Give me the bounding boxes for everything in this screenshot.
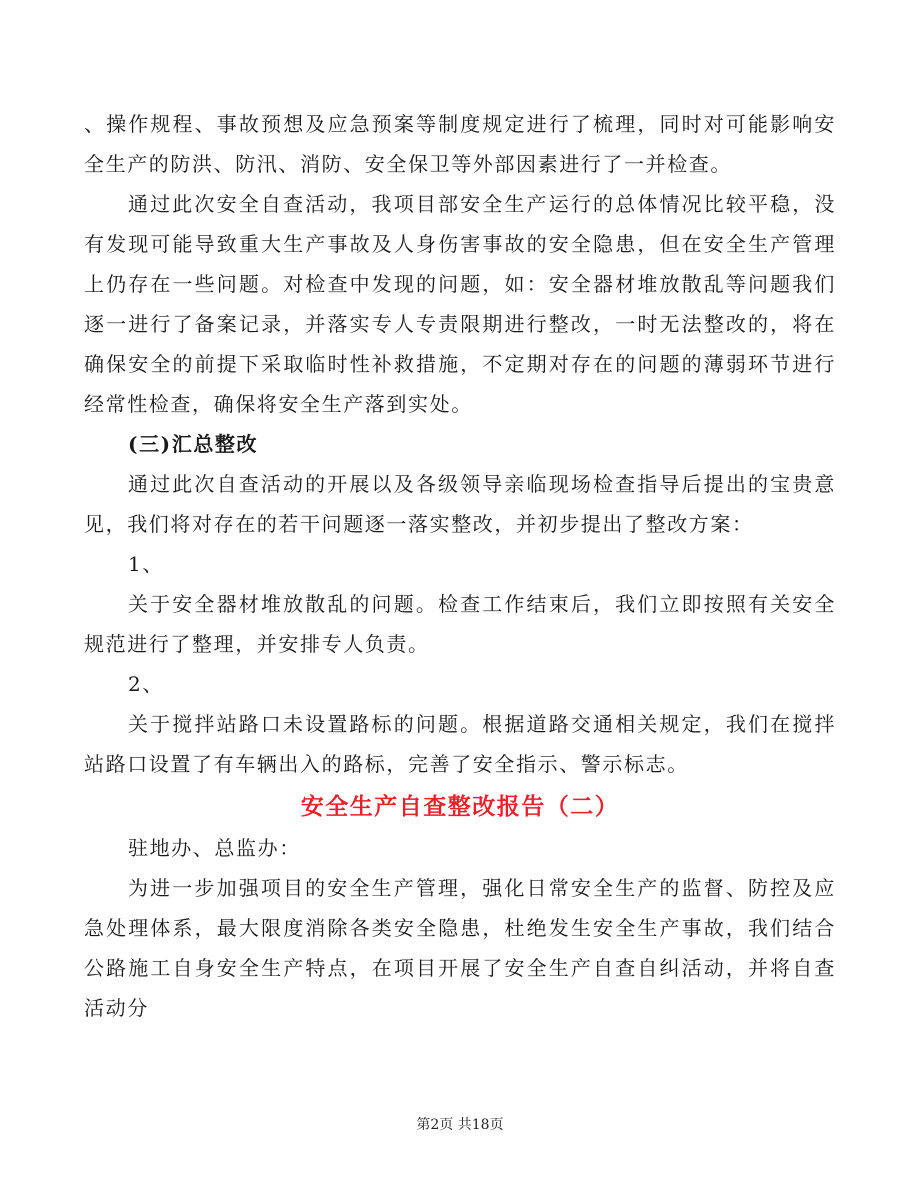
salutation: 驻地办、总监办： [128,836,301,860]
item-number: 1、 [128,552,164,576]
item-text: 关于安全器材堆放散乱的问题。检查工作结束后，我们立即按照有关安全规范进行了整理，并安排专人负责。 [84,592,836,656]
item-text: 关于搅拌站路口未设置路标的问题。根据道路交通相关规定，我们在搅拌站路口设置了有车辆出入的路标，完善了安全指示、警示标志。 [84,712,836,776]
closing-paragraph: 为进一步加强项目的安全生产管理，强化日常安全生产的监督、防控及应急处理体系，最大限度消除各类安全隐患，杜绝发生安全生产事故，我们结合公路施工自身安全生产特点，在项目开展了安全生产自查自纠活动，并将自查活动分 [84,876,836,1020]
document-body [84,104,836,1028]
section-intro-paragraph: 通过此次自查活动的开展以及各级领导亲临现场检查指导后提出的宝贵意见，我们将对存在的若干问题逐一落实整改，并初步提出了整改方案： [84,472,836,536]
paragraph-inspection-summary: 通过此次安全自查活动，我项目部安全生产运行的总体情况比较平稳，没有发现可能导致重大生产事故及人身伤害事故的安全隐患，但在安全生产管理上仍存在一些问题。对检查中发现的问题，如：安全器材堆放散乱等问题我们逐一进行了备案记录，并落实专人专责限期进行整改，一时无法整改的，将在确保安全的前提下采取临时性补救措施，不定期对存在的问题的薄弱环节进行经常性检查，确保将安全生产落到实处。 [84,192,836,416]
paragraph-continuation: 、操作规程、事故预想及应急预案等制度规定进行了梳理，同时对可能影响安全生产的防洪、防汛、消防、安全保卫等外部因素进行了一并检查。 [84,112,836,176]
section-heading: (三)汇总整改 [128,432,259,456]
page-number-footer: 第2页 共18页 [416,1117,504,1133]
report-title: 安全生产自查整改报告（二） [300,793,620,820]
item-number: 2、 [128,672,164,696]
